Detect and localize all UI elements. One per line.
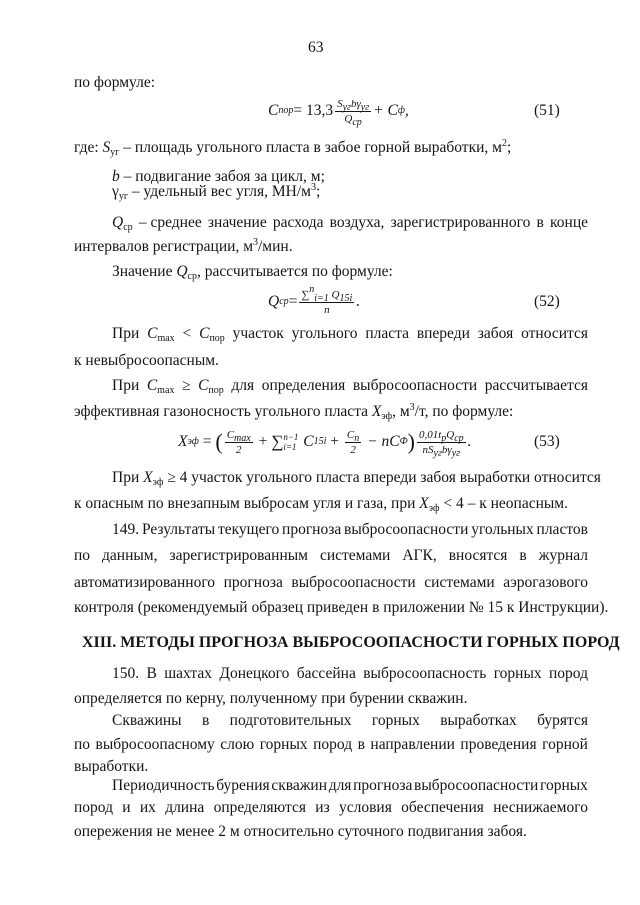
fraction: $\frac{0,01t_pQ_{ср}}{nS_{уг}b\gamma_{уг}}$ — [418, 428, 464, 459]
paragraph-line: b – подвигание забоя за цикл, м; — [112, 168, 325, 185]
paragraph-line: по формуле: — [74, 74, 156, 91]
paragraph-line: При $X_{эф} \ge 4$ участок угольного пласта впереди забоя выработки относится — [112, 469, 601, 488]
page-number: 63 — [308, 39, 324, 56]
paragraph-line: Значение $Q_{ср}$, рассчитывается по формуле: — [112, 263, 393, 282]
paragraph-line: по данным, зарегистрированным системами АГК, вносятся в журнал — [74, 547, 588, 564]
fraction: $\frac{C_{max}}{2}$ — [226, 428, 251, 456]
paragraph-line: по выбросоопасному слою горных пород в направлении проведения горной — [74, 736, 588, 753]
paragraph-line: $\gamma_{уг}$ – удельный вес угля, $МН/м^3$; — [112, 182, 321, 202]
paragraph-line: Скважины в подготовительных горных выработках бурятся — [112, 712, 588, 729]
paragraph-line: интервалов регистрации, $м^3$/мин. — [74, 237, 293, 255]
paragraph-line: контроля (рекомендуемый образец приведен в приложении № 15 к Инструкции). — [74, 599, 609, 616]
formula-52: Q ср = $\frac{\sum^n_{i=1} Q_{15i}}{n}$ . — [268, 283, 361, 316]
equation-number: (53) — [534, 433, 560, 450]
paragraph-line: Периодичность бурения скважин для прогноза выбросоопасности горных — [112, 777, 588, 794]
paragraph-line: выработки. — [74, 758, 149, 775]
paragraph-line: эффективная газоносность угольного пласта $X_{эф}$, $м^3/т$, по формуле: — [74, 402, 514, 422]
paragraph-line: к невыбросоопасным. — [74, 352, 219, 369]
section-heading: XIII. МЕТОДЫ ПРОГНОЗА ВЫБРОСООПАСНОСТИ ГОРНЫХ ПОРОД — [82, 634, 620, 651]
paragraph-line: 150. В шахтах Донецкого бассейна выбросоопасность горных пород — [112, 665, 588, 682]
formula-51: C пор = 13,3 $\frac{S_{уг}b\gamma_{уг}}{Q_{ср}}$ + C ф , — [268, 97, 409, 128]
formula-53: X эф = ( $\frac{C_{max}}{2}$ + ∑ n−1 i=1 C 15i + $\frac{C_n}{2}$ − nC Ф ) $\frac{0,01t_pQ_{ср}}{nS_{уг}b\gamma_{уг}}$ . — [178, 428, 472, 459]
fraction: $\frac{S_{уг}b\gamma_{уг}}{Q_{ср}}$ — [337, 97, 370, 128]
paragraph-line: 149. Результаты текущего прогноза выбросоопасности угольных пластов — [112, 521, 588, 538]
equation-number: (51) — [534, 102, 560, 119]
paragraph-line: автоматизированного прогноза выбросоопасности системами аэрогазового — [74, 574, 588, 591]
paragraph-line: где: $S_{уг}$ – площадь угольного пласта в забое горной выработки, $м^2$; — [74, 138, 512, 158]
equation-number: (52) — [534, 293, 560, 310]
paragraph-line: опережения не менее 2 м относительно суточного подвигания забоя. — [74, 823, 527, 840]
paragraph-line: При $C_{max}$ ≥ $C_{пор}$ для определения выбросоопасности рассчитывается — [112, 377, 588, 396]
paragraph-line: пород и их длина определяются из условия обеспечения неснижаемого — [74, 799, 588, 816]
paragraph-line: При $C_{max}$ < $C_{пор}$ участок угольного пласта впереди забоя относится — [112, 325, 588, 344]
fraction: $\frac{C_n}{2}$ — [346, 428, 360, 456]
paragraph-line: $Q_{ср}$ – среднее значение расхода воздуха, зарегистрированного в конце — [112, 214, 588, 233]
paragraph-line: к опасным по внезапным выбросам угля и газа, при $X_{эф} < 4 - к$ неопасным. — [74, 495, 568, 514]
paragraph-line: определяется по керну, полученному при бурении скважин. — [74, 690, 468, 707]
fraction: $\frac{\sum^n_{i=1} Q_{15i}}{n}$ — [301, 283, 353, 316]
